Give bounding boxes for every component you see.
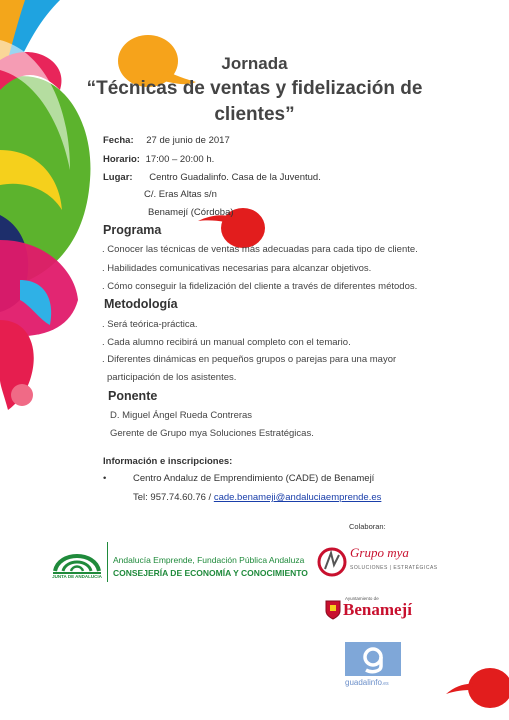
guadalinfo-logo bbox=[345, 642, 405, 692]
lugar-label: Lugar: bbox=[103, 172, 133, 183]
fecha-value: 27 de junio de 2017 bbox=[146, 135, 230, 146]
ponente-name: D. Miguel Ángel Rueda Contreras bbox=[110, 410, 253, 421]
programa-heading: Programa bbox=[103, 223, 162, 237]
benameji-top-label: Ayuntamiento de bbox=[345, 596, 379, 601]
title-line-1: Jornada bbox=[221, 54, 288, 73]
fecha-row bbox=[103, 135, 230, 146]
title-line-2: “Técnicas de ventas y fidelización de bbox=[86, 78, 423, 99]
horario-row bbox=[103, 154, 214, 165]
info-contact bbox=[133, 492, 381, 503]
guadalinfo-wordmark bbox=[345, 678, 389, 687]
metodologia-item: participación de los asistentes. bbox=[107, 372, 237, 383]
ae-line-1: Andalucía Emprende, Fundación Pública Andaluza bbox=[113, 555, 305, 565]
programa-item: . Habilidades comunicativas necesarias para alcanzar objetivos. bbox=[102, 263, 372, 274]
metodologia-item: . Será teórica-práctica. bbox=[102, 319, 198, 330]
metodologia-item: . Diferentes dinámicas en pequeños grupos o parejas para una mayor bbox=[102, 354, 397, 365]
mya-sub: SOLUCIONES | ESTRATÉGICAS bbox=[350, 565, 438, 571]
lugar-line-3: Benamejí (Córdoba) bbox=[148, 207, 234, 218]
grupo-mya-logo bbox=[317, 543, 438, 583]
fecha-label: Fecha: bbox=[103, 135, 134, 146]
horario-value: 17:00 – 20:00 h. bbox=[145, 154, 215, 165]
title-line-3: clientes” bbox=[214, 104, 295, 125]
benameji-name: Benamejí bbox=[343, 600, 412, 619]
programa-item: . Cómo conseguir la fidelización del cliente a través de diferentes métodos. bbox=[102, 281, 418, 292]
junta-emblem-icon bbox=[51, 541, 103, 577]
info-bullet: • bbox=[103, 473, 107, 484]
info-org: Centro Andaluz de Emprendimiento (CADE) de Benamejí bbox=[133, 473, 375, 484]
junta-label: JUNTA DE ANDALUCIA bbox=[52, 574, 102, 579]
lugar-line-2: C/. Eras Altas s/n bbox=[144, 189, 217, 200]
guadalinfo-suffix: .es bbox=[381, 681, 389, 687]
metodologia-heading: Metodología bbox=[104, 297, 178, 311]
lugar-row bbox=[103, 172, 321, 183]
colaboran-label: Colaboran: bbox=[349, 522, 386, 531]
guadalinfo-name: guadalinfo bbox=[345, 678, 382, 687]
ponente-role: Gerente de Grupo mya Soluciones Estratégicas. bbox=[110, 428, 314, 439]
lugar-line-1: Centro Guadalinfo. Casa de la Juventud. bbox=[149, 172, 321, 183]
horario-label: Horario: bbox=[103, 154, 140, 165]
programa-item: . Conocer las técnicas de ventas más adecuadas para cada tipo de cliente. bbox=[102, 244, 418, 255]
benameji-shield-icon bbox=[325, 600, 341, 620]
metodologia-item: . Cada alumno recibirá un manual completo con el temario. bbox=[102, 337, 351, 348]
mya-mark-icon bbox=[317, 545, 347, 579]
logo-divider bbox=[107, 542, 108, 582]
benameji-logo bbox=[325, 596, 440, 624]
ponente-heading: Ponente bbox=[108, 389, 158, 403]
info-tel: Tel: 957.74.60.76 / bbox=[133, 492, 214, 503]
ae-line-2: CONSEJERÍA DE ECONOMÍA Y CONOCIMIENTO bbox=[113, 568, 308, 578]
info-heading: Información e inscripciones: bbox=[103, 456, 233, 467]
junta-logo bbox=[51, 541, 103, 583]
email-link[interactable]: cade.benameji@andaluciaemprende.es bbox=[213, 492, 382, 503]
mya-name: Grupo mya bbox=[350, 545, 409, 560]
guadalinfo-g-icon bbox=[345, 642, 401, 676]
